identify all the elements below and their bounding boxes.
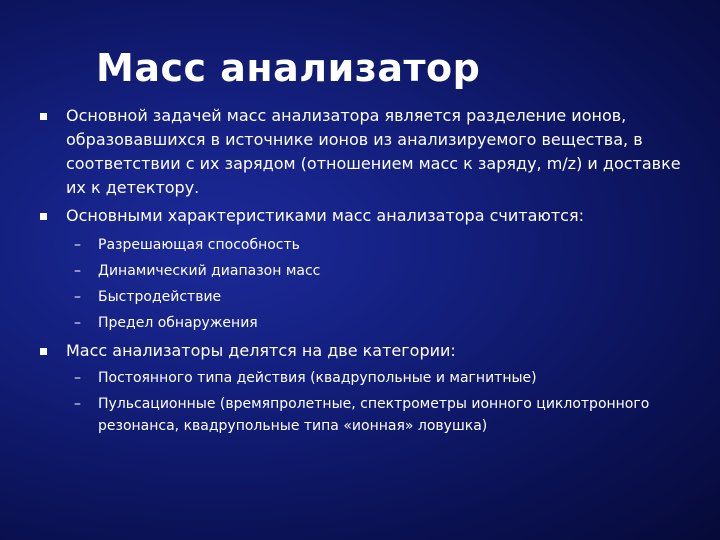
square-bullet-icon (40, 348, 47, 355)
slide-title: Масс анализатор (96, 46, 481, 90)
sub-bullet-item (74, 393, 674, 437)
sub-bullet-text: Динамический диапазон масс (98, 263, 321, 279)
dash-bullet-icon: – (74, 396, 81, 412)
bullet-text: Основной задачей масс анализатора является разделение ионов, образовавшихся в источнике ионов из анализируемого вещества, в соответствии с их зарядом (отношением масс к заряду, m/z) и доставке их к детектору. (66, 106, 681, 197)
square-bullet-icon (40, 113, 47, 120)
sub-bullet-item (74, 286, 674, 308)
sub-bullet-text: Постоянного типа действия (квадрупольные и магнитные) (98, 370, 537, 386)
dash-bullet-icon: – (74, 315, 81, 331)
bullet-text: Основными характеристиками масс анализатора считаются: (66, 206, 584, 225)
sub-bullet-item (74, 234, 674, 256)
sub-bullet-text: Предел обнаружения (98, 315, 258, 331)
sub-bullet-item (74, 260, 674, 282)
dash-bullet-icon: – (74, 263, 81, 279)
square-bullet-icon (40, 213, 47, 220)
dash-bullet-icon: – (74, 289, 81, 305)
sub-bullet-item (74, 367, 674, 389)
bullet-item (40, 339, 690, 363)
sub-bullet-text: Разрешающая способность (98, 237, 300, 253)
sub-bullet-item (74, 312, 674, 334)
bullet-item (40, 204, 690, 228)
bullet-text: Масс анализаторы делятся на две категории: (66, 341, 456, 360)
dash-bullet-icon: – (74, 237, 81, 253)
dash-bullet-icon: – (74, 370, 81, 386)
sub-bullet-text: Пульсационные (времяпролетные, спектрометры ионного циклотронного резонанса, квадрупольные типа «ионная» ловушка) (98, 396, 650, 434)
sub-bullet-text: Быстродействие (98, 289, 222, 305)
bullet-item (40, 104, 690, 200)
